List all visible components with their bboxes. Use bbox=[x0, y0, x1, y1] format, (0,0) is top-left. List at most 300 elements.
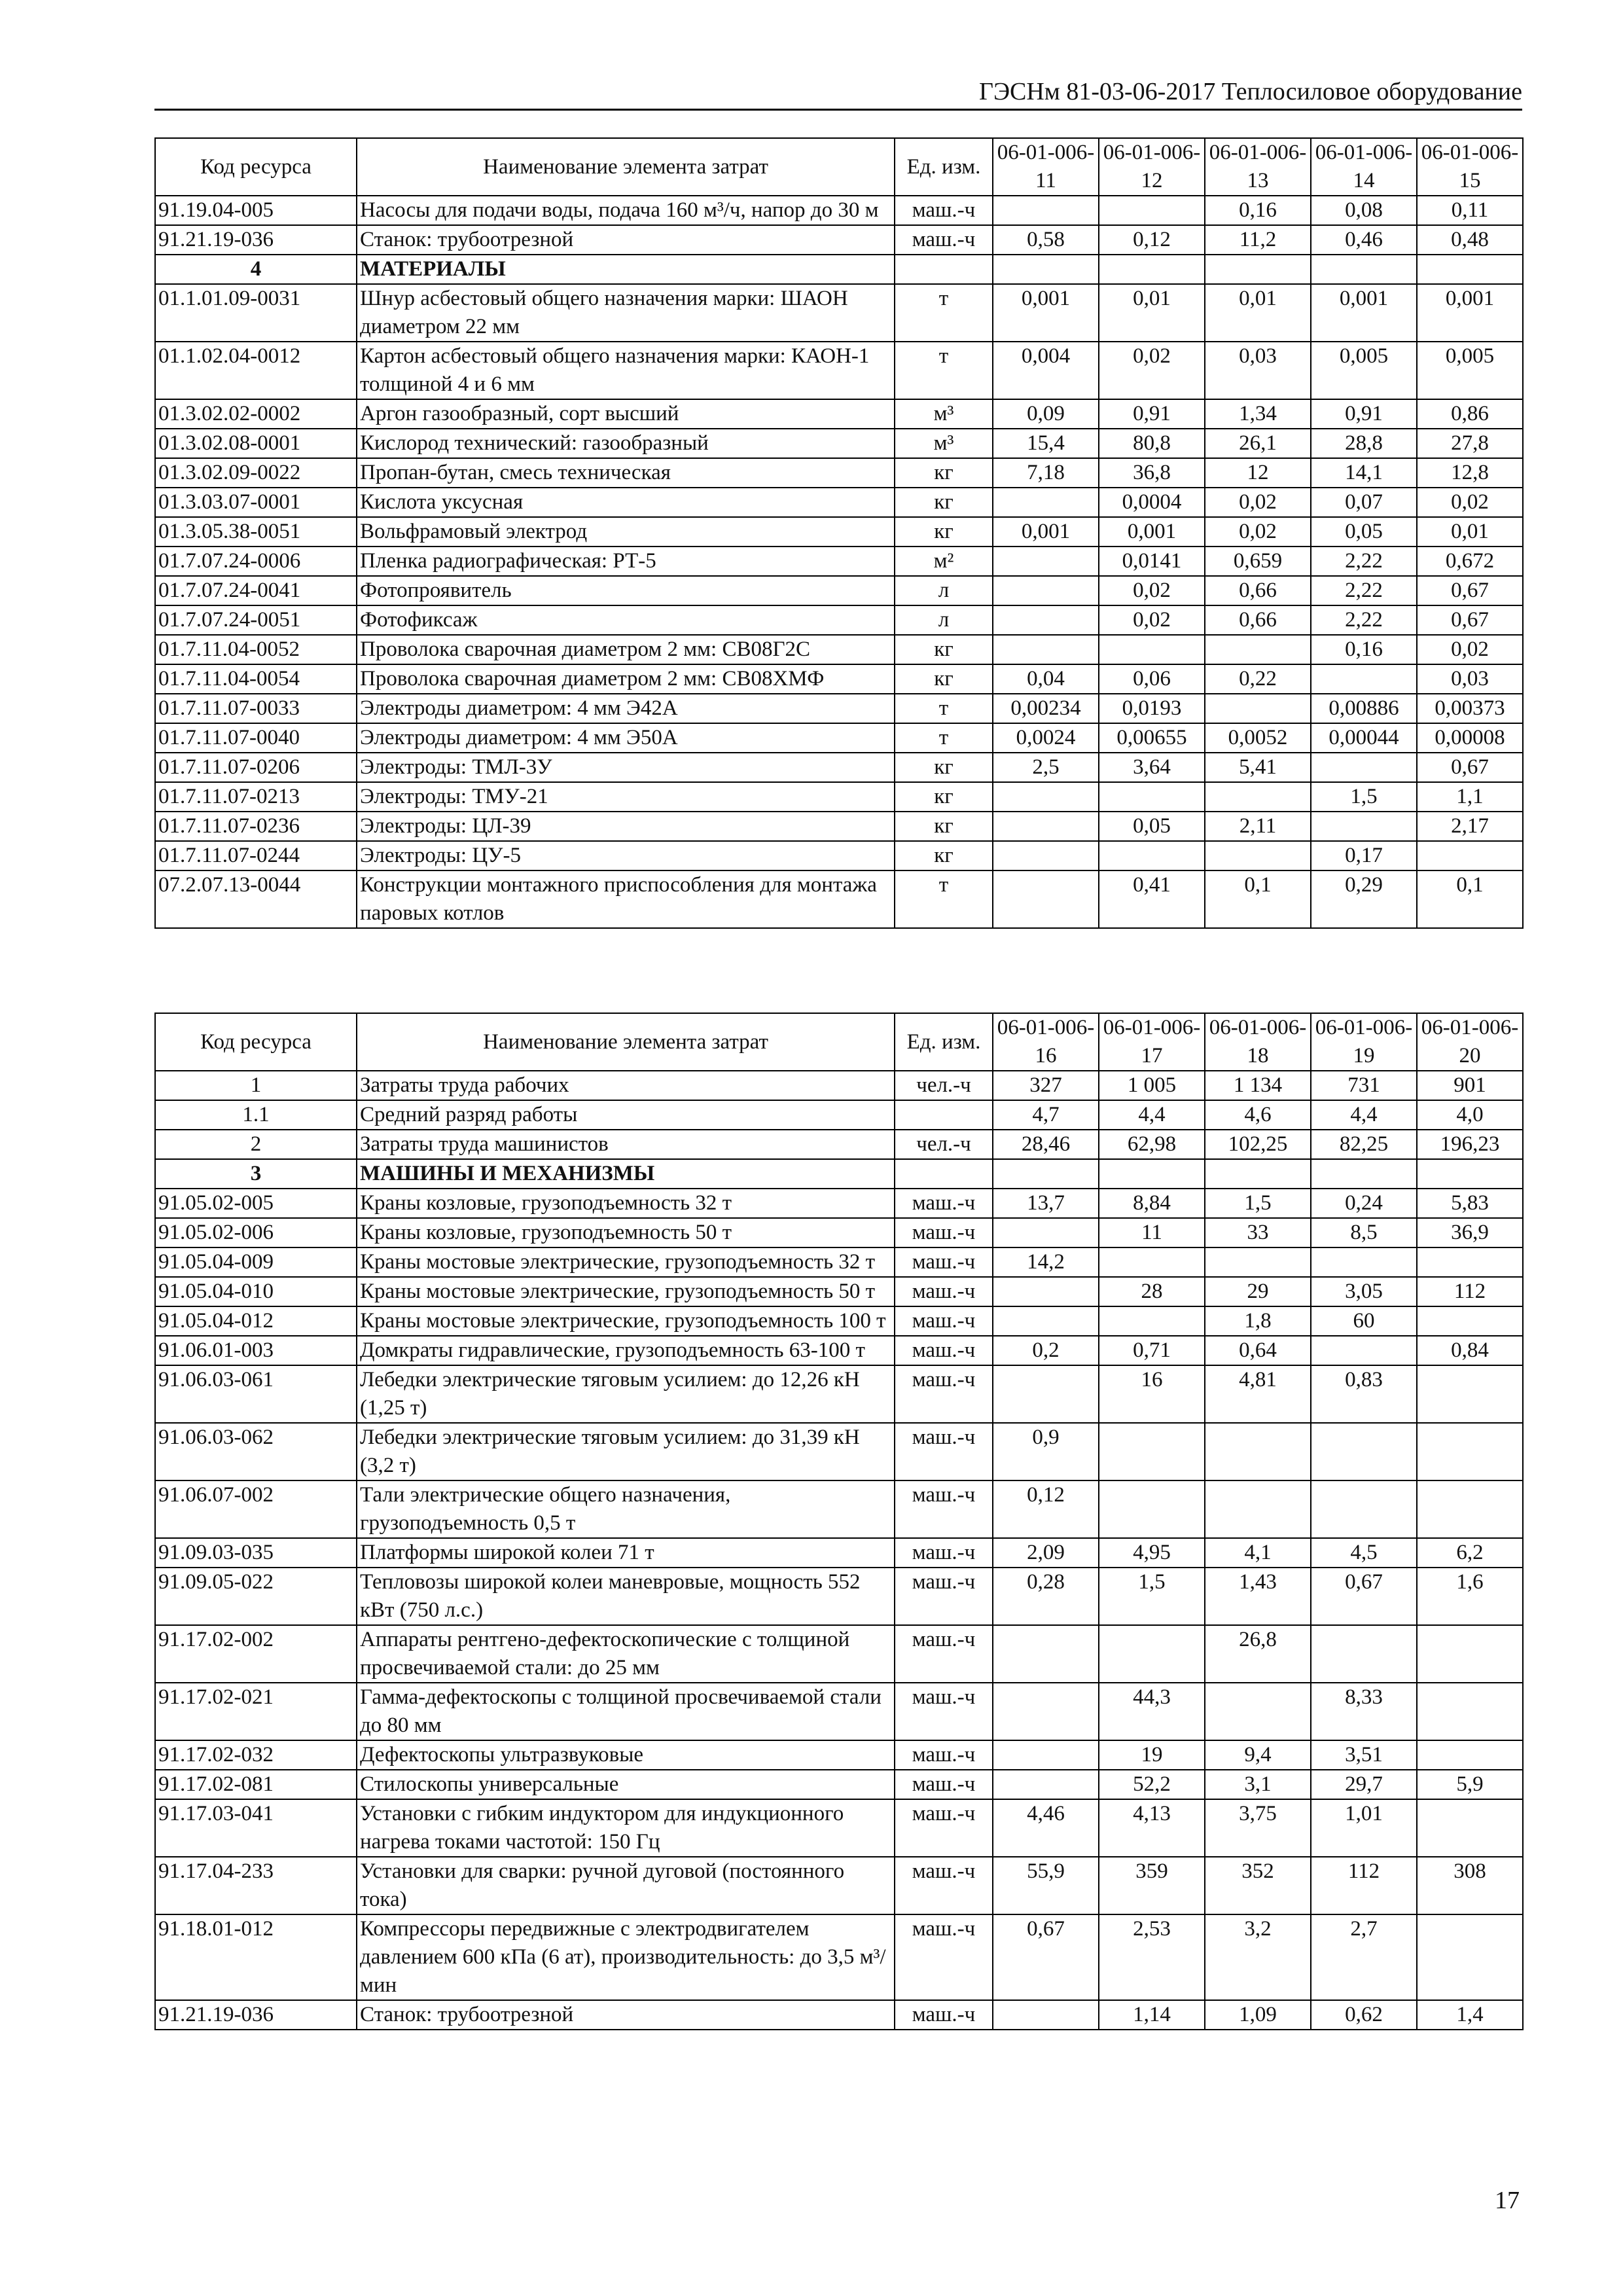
value-cell: 0,00373 bbox=[1417, 694, 1523, 723]
resource-code-cell: 91.17.03-041 bbox=[155, 1799, 357, 1857]
value-cell bbox=[1311, 1336, 1417, 1365]
resource-name-cell: Краны мостовые электрические, грузоподъемность 50 т bbox=[357, 1277, 895, 1306]
table-header-row bbox=[155, 1013, 1523, 1071]
unit-cell: м² bbox=[895, 547, 993, 576]
column-header: Наименование элемента затрат bbox=[357, 138, 895, 196]
value-cell: 29,7 bbox=[1311, 1770, 1417, 1799]
value-cell: 0,01 bbox=[1205, 284, 1311, 342]
value-cell: 5,83 bbox=[1417, 1189, 1523, 1218]
value-cell: 0,001 bbox=[1417, 284, 1523, 342]
value-cell: 2,53 bbox=[1099, 1914, 1205, 2000]
unit-cell: т bbox=[895, 284, 993, 342]
value-cell bbox=[993, 605, 1099, 635]
value-cell: 1,5 bbox=[1311, 782, 1417, 812]
unit-cell: маш.-ч bbox=[895, 1914, 993, 2000]
value-cell bbox=[993, 1770, 1099, 1799]
value-cell: 1,5 bbox=[1205, 1189, 1311, 1218]
value-cell: 2,22 bbox=[1311, 605, 1417, 635]
resource-code-cell: 01.7.11.04-0054 bbox=[155, 664, 357, 694]
value-cell: 14,1 bbox=[1311, 458, 1417, 488]
value-cell: 14,2 bbox=[993, 1247, 1099, 1277]
value-cell bbox=[1311, 1480, 1417, 1538]
unit-cell: кг bbox=[895, 812, 993, 841]
value-cell: 7,18 bbox=[993, 458, 1099, 488]
unit-cell: кг bbox=[895, 664, 993, 694]
resource-code-cell: 91.09.05-022 bbox=[155, 1568, 357, 1625]
value-cell: 36,9 bbox=[1417, 1218, 1523, 1247]
table-row bbox=[155, 694, 1523, 723]
value-cell: 26,1 bbox=[1205, 429, 1311, 458]
section-row bbox=[155, 255, 1523, 284]
unit-cell: маш.-ч bbox=[895, 1857, 993, 1914]
value-cell: 0,02 bbox=[1417, 488, 1523, 517]
table-row bbox=[155, 753, 1523, 782]
value-cell: 0,01 bbox=[1099, 284, 1205, 342]
resource-code-cell: 01.3.05.38-0051 bbox=[155, 517, 357, 547]
resource-name-cell: Затраты труда рабочих bbox=[357, 1071, 895, 1100]
value-cell: 0,41 bbox=[1099, 870, 1205, 928]
value-cell: 1,14 bbox=[1099, 2000, 1205, 2030]
value-cell: 0,04 bbox=[993, 664, 1099, 694]
resource-code-cell: 01.3.02.09-0022 bbox=[155, 458, 357, 488]
value-cell: 0,0141 bbox=[1099, 547, 1205, 576]
column-header: 06-01-006-18 bbox=[1205, 1013, 1311, 1071]
value-cell: 1,4 bbox=[1417, 2000, 1523, 2030]
column-header: Код ресурса bbox=[155, 1013, 357, 1071]
value-cell bbox=[1099, 635, 1205, 664]
value-cell: 308 bbox=[1417, 1857, 1523, 1914]
unit-cell: маш.-ч bbox=[895, 1189, 993, 1218]
resource-name-cell: Конструкции монтажного приспособления для монтажа паровых котлов bbox=[357, 870, 895, 928]
value-cell: 0,46 bbox=[1311, 225, 1417, 255]
value-cell: 29 bbox=[1205, 1277, 1311, 1306]
value-cell: 0,9 bbox=[993, 1423, 1099, 1480]
value-cell bbox=[1205, 635, 1311, 664]
unit-cell: л bbox=[895, 605, 993, 635]
resource-name-cell: Аргон газообразный, сорт высший bbox=[357, 399, 895, 429]
resource-name-cell: Электроды диаметром: 4 мм Э42А bbox=[357, 694, 895, 723]
unit-cell bbox=[895, 255, 993, 284]
value-cell: 0,67 bbox=[1417, 576, 1523, 605]
table-row bbox=[155, 664, 1523, 694]
table-row bbox=[155, 1683, 1523, 1740]
value-cell: 0,12 bbox=[993, 1480, 1099, 1538]
table-row bbox=[155, 429, 1523, 458]
unit-cell: маш.-ч bbox=[895, 1423, 993, 1480]
value-cell: 2,17 bbox=[1417, 812, 1523, 841]
resource-code-cell: 01.3.02.02-0002 bbox=[155, 399, 357, 429]
resource-code-cell: 01.7.07.24-0041 bbox=[155, 576, 357, 605]
value-cell: 2,7 bbox=[1311, 1914, 1417, 2000]
value-cell: 0,06 bbox=[1099, 664, 1205, 694]
value-cell: 0,02 bbox=[1417, 635, 1523, 664]
resource-code-cell: 91.17.02-021 bbox=[155, 1683, 357, 1740]
value-cell: 28,8 bbox=[1311, 429, 1417, 458]
value-cell: 0,09 bbox=[993, 399, 1099, 429]
resource-name-cell: Краны козловые, грузоподъемность 50 т bbox=[357, 1218, 895, 1247]
value-cell: 0,0052 bbox=[1205, 723, 1311, 753]
table-row bbox=[155, 1189, 1523, 1218]
resource-code-cell: 91.06.07-002 bbox=[155, 1480, 357, 1538]
table-row bbox=[155, 284, 1523, 342]
value-cell: 12,8 bbox=[1417, 458, 1523, 488]
resource-code-cell: 91.06.03-062 bbox=[155, 1423, 357, 1480]
table-row bbox=[155, 1247, 1523, 1277]
resource-code-cell: 01.7.11.07-0040 bbox=[155, 723, 357, 753]
resource-name-cell: Домкраты гидравлические, грузоподъемность 63-100 т bbox=[357, 1336, 895, 1365]
value-cell bbox=[1099, 841, 1205, 870]
resource-name-cell: Фотофиксаж bbox=[357, 605, 895, 635]
column-header: 06-01-006-12 bbox=[1099, 138, 1205, 196]
resource-name-cell: Лебедки электрические тяговым усилием: до 31,39 кН (3,2 т) bbox=[357, 1423, 895, 1480]
resource-code-cell: 91.06.01-003 bbox=[155, 1336, 357, 1365]
resource-name-cell: Проволока сварочная диаметром 2 мм: СВ08ХМФ bbox=[357, 664, 895, 694]
value-cell: 0,62 bbox=[1311, 2000, 1417, 2030]
resource-code-cell: 91.21.19-036 bbox=[155, 2000, 357, 2030]
value-cell: 1 005 bbox=[1099, 1071, 1205, 1100]
value-cell bbox=[1099, 255, 1205, 284]
resource-code-cell: 07.2.07.13-0044 bbox=[155, 870, 357, 928]
value-cell bbox=[993, 812, 1099, 841]
value-cell bbox=[1205, 694, 1311, 723]
value-cell: 0,0004 bbox=[1099, 488, 1205, 517]
table-row bbox=[155, 517, 1523, 547]
value-cell: 0,08 bbox=[1311, 196, 1417, 225]
value-cell bbox=[993, 255, 1099, 284]
value-cell: 1,34 bbox=[1205, 399, 1311, 429]
resource-name-cell: Стилоскопы универсальные bbox=[357, 1770, 895, 1799]
value-cell: 2,09 bbox=[993, 1538, 1099, 1568]
unit-cell: т bbox=[895, 694, 993, 723]
value-cell bbox=[1417, 1799, 1523, 1857]
value-cell bbox=[1205, 782, 1311, 812]
resource-name-cell: Картон асбестовый общего назначения марки: КАОН-1 толщиной 4 и 6 мм bbox=[357, 342, 895, 399]
value-cell: 0,03 bbox=[1205, 342, 1311, 399]
value-cell bbox=[1417, 1480, 1523, 1538]
value-cell bbox=[993, 2000, 1099, 2030]
value-cell: 1,5 bbox=[1099, 1568, 1205, 1625]
resource-name-cell: Тепловозы широкой колеи маневровые, мощность 552 кВт (750 л.с.) bbox=[357, 1568, 895, 1625]
value-cell bbox=[1205, 1683, 1311, 1740]
resource-name-cell: Станок: трубоотрезной bbox=[357, 2000, 895, 2030]
unit-cell: маш.-ч bbox=[895, 2000, 993, 2030]
value-cell: 0,16 bbox=[1311, 635, 1417, 664]
unit-cell: т bbox=[895, 870, 993, 928]
value-cell: 0,001 bbox=[993, 517, 1099, 547]
unit-cell: л bbox=[895, 576, 993, 605]
resource-code-cell: 91.05.04-010 bbox=[155, 1277, 357, 1306]
value-cell bbox=[1417, 1365, 1523, 1423]
table-row bbox=[155, 870, 1523, 928]
value-cell: 0,02 bbox=[1205, 488, 1311, 517]
table-row bbox=[155, 1218, 1523, 1247]
value-cell: 4,95 bbox=[1099, 1538, 1205, 1568]
table-row bbox=[155, 1100, 1523, 1130]
value-cell: 4,1 bbox=[1205, 1538, 1311, 1568]
value-cell: 3,05 bbox=[1311, 1277, 1417, 1306]
value-cell: 4,5 bbox=[1311, 1538, 1417, 1568]
value-cell bbox=[1311, 753, 1417, 782]
value-cell: 0,05 bbox=[1099, 812, 1205, 841]
resource-name-cell: Установки с гибким индуктором для индукционного нагрева токами частотой: 150 Гц bbox=[357, 1799, 895, 1857]
value-cell bbox=[1417, 1683, 1523, 1740]
unit-cell: маш.-ч bbox=[895, 1336, 993, 1365]
value-cell: 0,12 bbox=[1099, 225, 1205, 255]
resource-code-cell: 01.7.11.04-0052 bbox=[155, 635, 357, 664]
resource-code-cell: 91.05.04-009 bbox=[155, 1247, 357, 1277]
cost-table-1 bbox=[154, 137, 1524, 929]
value-cell: 8,5 bbox=[1311, 1218, 1417, 1247]
value-cell bbox=[993, 1740, 1099, 1770]
unit-cell: м³ bbox=[895, 399, 993, 429]
value-cell: 62,98 bbox=[1099, 1130, 1205, 1159]
value-cell: 196,23 bbox=[1417, 1130, 1523, 1159]
value-cell: 0,86 bbox=[1417, 399, 1523, 429]
value-cell bbox=[993, 782, 1099, 812]
table-row bbox=[155, 488, 1523, 517]
unit-cell: маш.-ч bbox=[895, 1480, 993, 1538]
value-cell: 33 bbox=[1205, 1218, 1311, 1247]
value-cell: 2,5 bbox=[993, 753, 1099, 782]
column-header: 06-01-006-11 bbox=[993, 138, 1099, 196]
value-cell: 0,004 bbox=[993, 342, 1099, 399]
value-cell bbox=[1417, 1247, 1523, 1277]
column-header: 06-01-006-15 bbox=[1417, 138, 1523, 196]
unit-cell: чел.-ч bbox=[895, 1130, 993, 1159]
value-cell: 0,66 bbox=[1205, 605, 1311, 635]
value-cell: 5,9 bbox=[1417, 1770, 1523, 1799]
value-cell bbox=[1417, 1740, 1523, 1770]
value-cell: 0,03 bbox=[1417, 664, 1523, 694]
table-row bbox=[155, 1568, 1523, 1625]
resource-name-cell: Средний разряд работы bbox=[357, 1100, 895, 1130]
unit-cell: т bbox=[895, 723, 993, 753]
value-cell bbox=[1311, 812, 1417, 841]
value-cell bbox=[1205, 1480, 1311, 1538]
value-cell: 4,6 bbox=[1205, 1100, 1311, 1130]
value-cell: 36,8 bbox=[1099, 458, 1205, 488]
value-cell: 55,9 bbox=[993, 1857, 1099, 1914]
value-cell: 6,2 bbox=[1417, 1538, 1523, 1568]
table-row bbox=[155, 1799, 1523, 1857]
table-row bbox=[155, 1306, 1523, 1336]
value-cell bbox=[993, 1306, 1099, 1336]
value-cell: 0,1 bbox=[1417, 870, 1523, 928]
resource-name-cell: Гамма-дефектоскопы с толщиной просвечиваемой стали до 80 мм bbox=[357, 1683, 895, 1740]
unit-cell: кг bbox=[895, 458, 993, 488]
resource-name-cell: Тали электрические общего назначения, грузоподъемность 0,5 т bbox=[357, 1480, 895, 1538]
value-cell: 0,1 bbox=[1205, 870, 1311, 928]
value-cell: 3,75 bbox=[1205, 1799, 1311, 1857]
value-cell: 1,1 bbox=[1417, 782, 1523, 812]
value-cell: 352 bbox=[1205, 1857, 1311, 1914]
value-cell bbox=[1099, 1159, 1205, 1189]
resource-code-cell: 2 bbox=[155, 1130, 357, 1159]
value-cell: 8,84 bbox=[1099, 1189, 1205, 1218]
value-cell: 0,16 bbox=[1205, 196, 1311, 225]
value-cell: 3,51 bbox=[1311, 1740, 1417, 1770]
value-cell: 0,0193 bbox=[1099, 694, 1205, 723]
table-row bbox=[155, 605, 1523, 635]
table-row bbox=[155, 1130, 1523, 1159]
value-cell: 52,2 bbox=[1099, 1770, 1205, 1799]
value-cell: 0,02 bbox=[1205, 517, 1311, 547]
value-cell: 731 bbox=[1311, 1071, 1417, 1100]
resource-code-cell: 91.17.02-032 bbox=[155, 1740, 357, 1770]
value-cell bbox=[1417, 1159, 1523, 1189]
value-cell: 11 bbox=[1099, 1218, 1205, 1247]
value-cell: 27,8 bbox=[1417, 429, 1523, 458]
value-cell: 3,1 bbox=[1205, 1770, 1311, 1799]
resource-code-cell: 91.05.04-012 bbox=[155, 1306, 357, 1336]
resource-name-cell: Электроды: ЦУ-5 bbox=[357, 841, 895, 870]
table-row bbox=[155, 1857, 1523, 1914]
cost-table-2 bbox=[154, 1013, 1524, 2030]
value-cell bbox=[993, 547, 1099, 576]
resource-name-cell: Платформы широкой колеи 71 т bbox=[357, 1538, 895, 1568]
resource-code-cell: 91.21.19-036 bbox=[155, 225, 357, 255]
value-cell bbox=[993, 635, 1099, 664]
column-header: 06-01-006-19 bbox=[1311, 1013, 1417, 1071]
resource-name-cell: Лебедки электрические тяговым усилием: до 12,26 кН (1,25 т) bbox=[357, 1365, 895, 1423]
value-cell bbox=[1417, 1625, 1523, 1683]
value-cell bbox=[1099, 782, 1205, 812]
value-cell bbox=[1205, 1247, 1311, 1277]
resource-code-cell: 01.7.07.24-0006 bbox=[155, 547, 357, 576]
value-cell bbox=[1417, 255, 1523, 284]
value-cell: 0,02 bbox=[1099, 605, 1205, 635]
value-cell: 82,25 bbox=[1311, 1130, 1417, 1159]
resource-code-cell: 91.17.04-233 bbox=[155, 1857, 357, 1914]
resource-name-cell: Вольфрамовый электрод bbox=[357, 517, 895, 547]
resource-name-cell: Фотопроявитель bbox=[357, 576, 895, 605]
table-row bbox=[155, 1538, 1523, 1568]
value-cell: 0,66 bbox=[1205, 576, 1311, 605]
table-header-row bbox=[155, 138, 1523, 196]
value-cell: 0,83 bbox=[1311, 1365, 1417, 1423]
resource-code-cell: 4 bbox=[155, 255, 357, 284]
table-row bbox=[155, 1423, 1523, 1480]
value-cell bbox=[1099, 196, 1205, 225]
table-row bbox=[155, 812, 1523, 841]
resource-code-cell: 01.3.02.08-0001 bbox=[155, 429, 357, 458]
unit-cell: кг bbox=[895, 488, 993, 517]
resource-code-cell: 91.05.02-005 bbox=[155, 1189, 357, 1218]
value-cell: 901 bbox=[1417, 1071, 1523, 1100]
resource-name-cell: Дефектоскопы ультразвуковые bbox=[357, 1740, 895, 1770]
value-cell: 8,33 bbox=[1311, 1683, 1417, 1740]
value-cell: 0,28 bbox=[993, 1568, 1099, 1625]
value-cell: 0,00044 bbox=[1311, 723, 1417, 753]
value-cell bbox=[1099, 1480, 1205, 1538]
resource-code-cell: 01.1.01.09-0031 bbox=[155, 284, 357, 342]
value-cell: 0,00886 bbox=[1311, 694, 1417, 723]
unit-cell: маш.-ч bbox=[895, 1568, 993, 1625]
value-cell: 0,005 bbox=[1311, 342, 1417, 399]
value-cell: 16 bbox=[1099, 1365, 1205, 1423]
unit-cell bbox=[895, 1100, 993, 1130]
value-cell bbox=[1417, 841, 1523, 870]
column-header: Код ресурса bbox=[155, 138, 357, 196]
resource-name-cell: Установки для сварки: ручной дуговой (постоянного тока) bbox=[357, 1857, 895, 1914]
value-cell: 3,2 bbox=[1205, 1914, 1311, 2000]
value-cell: 4,4 bbox=[1311, 1100, 1417, 1130]
resource-code-cell: 01.7.11.07-0236 bbox=[155, 812, 357, 841]
value-cell: 0,91 bbox=[1311, 399, 1417, 429]
value-cell: 1 134 bbox=[1205, 1071, 1311, 1100]
value-cell bbox=[993, 488, 1099, 517]
resource-code-cell: 01.1.02.04-0012 bbox=[155, 342, 357, 399]
value-cell: 9,4 bbox=[1205, 1740, 1311, 1770]
value-cell: 0,29 bbox=[1311, 870, 1417, 928]
value-cell: 327 bbox=[993, 1071, 1099, 1100]
value-cell: 11,2 bbox=[1205, 225, 1311, 255]
unit-cell: т bbox=[895, 342, 993, 399]
unit-cell: маш.-ч bbox=[895, 1683, 993, 1740]
value-cell: 0,22 bbox=[1205, 664, 1311, 694]
resource-code-cell: 01.3.03.07-0001 bbox=[155, 488, 357, 517]
value-cell: 112 bbox=[1311, 1857, 1417, 1914]
value-cell bbox=[993, 1365, 1099, 1423]
value-cell: 0,48 bbox=[1417, 225, 1523, 255]
value-cell bbox=[993, 1218, 1099, 1247]
value-cell: 1,01 bbox=[1311, 1799, 1417, 1857]
resource-name-cell: Шнур асбестовый общего назначения марки: ШАОН диаметром 22 мм bbox=[357, 284, 895, 342]
value-cell: 1,43 bbox=[1205, 1568, 1311, 1625]
value-cell: 0,11 bbox=[1417, 196, 1523, 225]
resource-name-cell: Краны мостовые электрические, грузоподъемность 100 т bbox=[357, 1306, 895, 1336]
value-cell: 0,67 bbox=[1417, 605, 1523, 635]
column-header: Наименование элемента затрат bbox=[357, 1013, 895, 1071]
table-row bbox=[155, 225, 1523, 255]
table-row bbox=[155, 399, 1523, 429]
resource-code-cell: 91.19.04-005 bbox=[155, 196, 357, 225]
value-cell: 2,11 bbox=[1205, 812, 1311, 841]
value-cell bbox=[1311, 1247, 1417, 1277]
value-cell: 28 bbox=[1099, 1277, 1205, 1306]
resource-name-cell: Краны мостовые электрические, грузоподъемность 32 т bbox=[357, 1247, 895, 1277]
value-cell: 4,0 bbox=[1417, 1100, 1523, 1130]
resource-name-cell: Станок: трубоотрезной bbox=[357, 225, 895, 255]
column-header: 06-01-006-14 bbox=[1311, 138, 1417, 196]
value-cell bbox=[1099, 1423, 1205, 1480]
value-cell: 0,005 bbox=[1417, 342, 1523, 399]
resource-code-cell: 1 bbox=[155, 1071, 357, 1100]
value-cell: 0,001 bbox=[1311, 284, 1417, 342]
column-header: 06-01-006-17 bbox=[1099, 1013, 1205, 1071]
value-cell: 0,02 bbox=[1099, 576, 1205, 605]
resource-name-cell: Насосы для подачи воды, подача 160 м³/ч, напор до 30 м bbox=[357, 196, 895, 225]
resource-name-cell: МАТЕРИАЛЫ bbox=[357, 255, 895, 284]
value-cell: 0,001 bbox=[993, 284, 1099, 342]
value-cell: 0,2 bbox=[993, 1336, 1099, 1365]
resource-code-cell: 01.7.11.07-0033 bbox=[155, 694, 357, 723]
table-row bbox=[155, 1770, 1523, 1799]
table-row bbox=[155, 1277, 1523, 1306]
resource-name-cell: Кислород технический: газообразный bbox=[357, 429, 895, 458]
value-cell: 13,7 bbox=[993, 1189, 1099, 1218]
value-cell: 0,58 bbox=[993, 225, 1099, 255]
value-cell: 26,8 bbox=[1205, 1625, 1311, 1683]
value-cell: 2,22 bbox=[1311, 576, 1417, 605]
value-cell: 0,00008 bbox=[1417, 723, 1523, 753]
resource-name-cell: Проволока сварочная диаметром 2 мм: СВ08Г2С bbox=[357, 635, 895, 664]
resource-code-cell: 01.7.11.07-0244 bbox=[155, 841, 357, 870]
table-row bbox=[155, 1625, 1523, 1683]
value-cell: 0,67 bbox=[993, 1914, 1099, 2000]
value-cell: 12 bbox=[1205, 458, 1311, 488]
resource-name-cell: Затраты труда машинистов bbox=[357, 1130, 895, 1159]
